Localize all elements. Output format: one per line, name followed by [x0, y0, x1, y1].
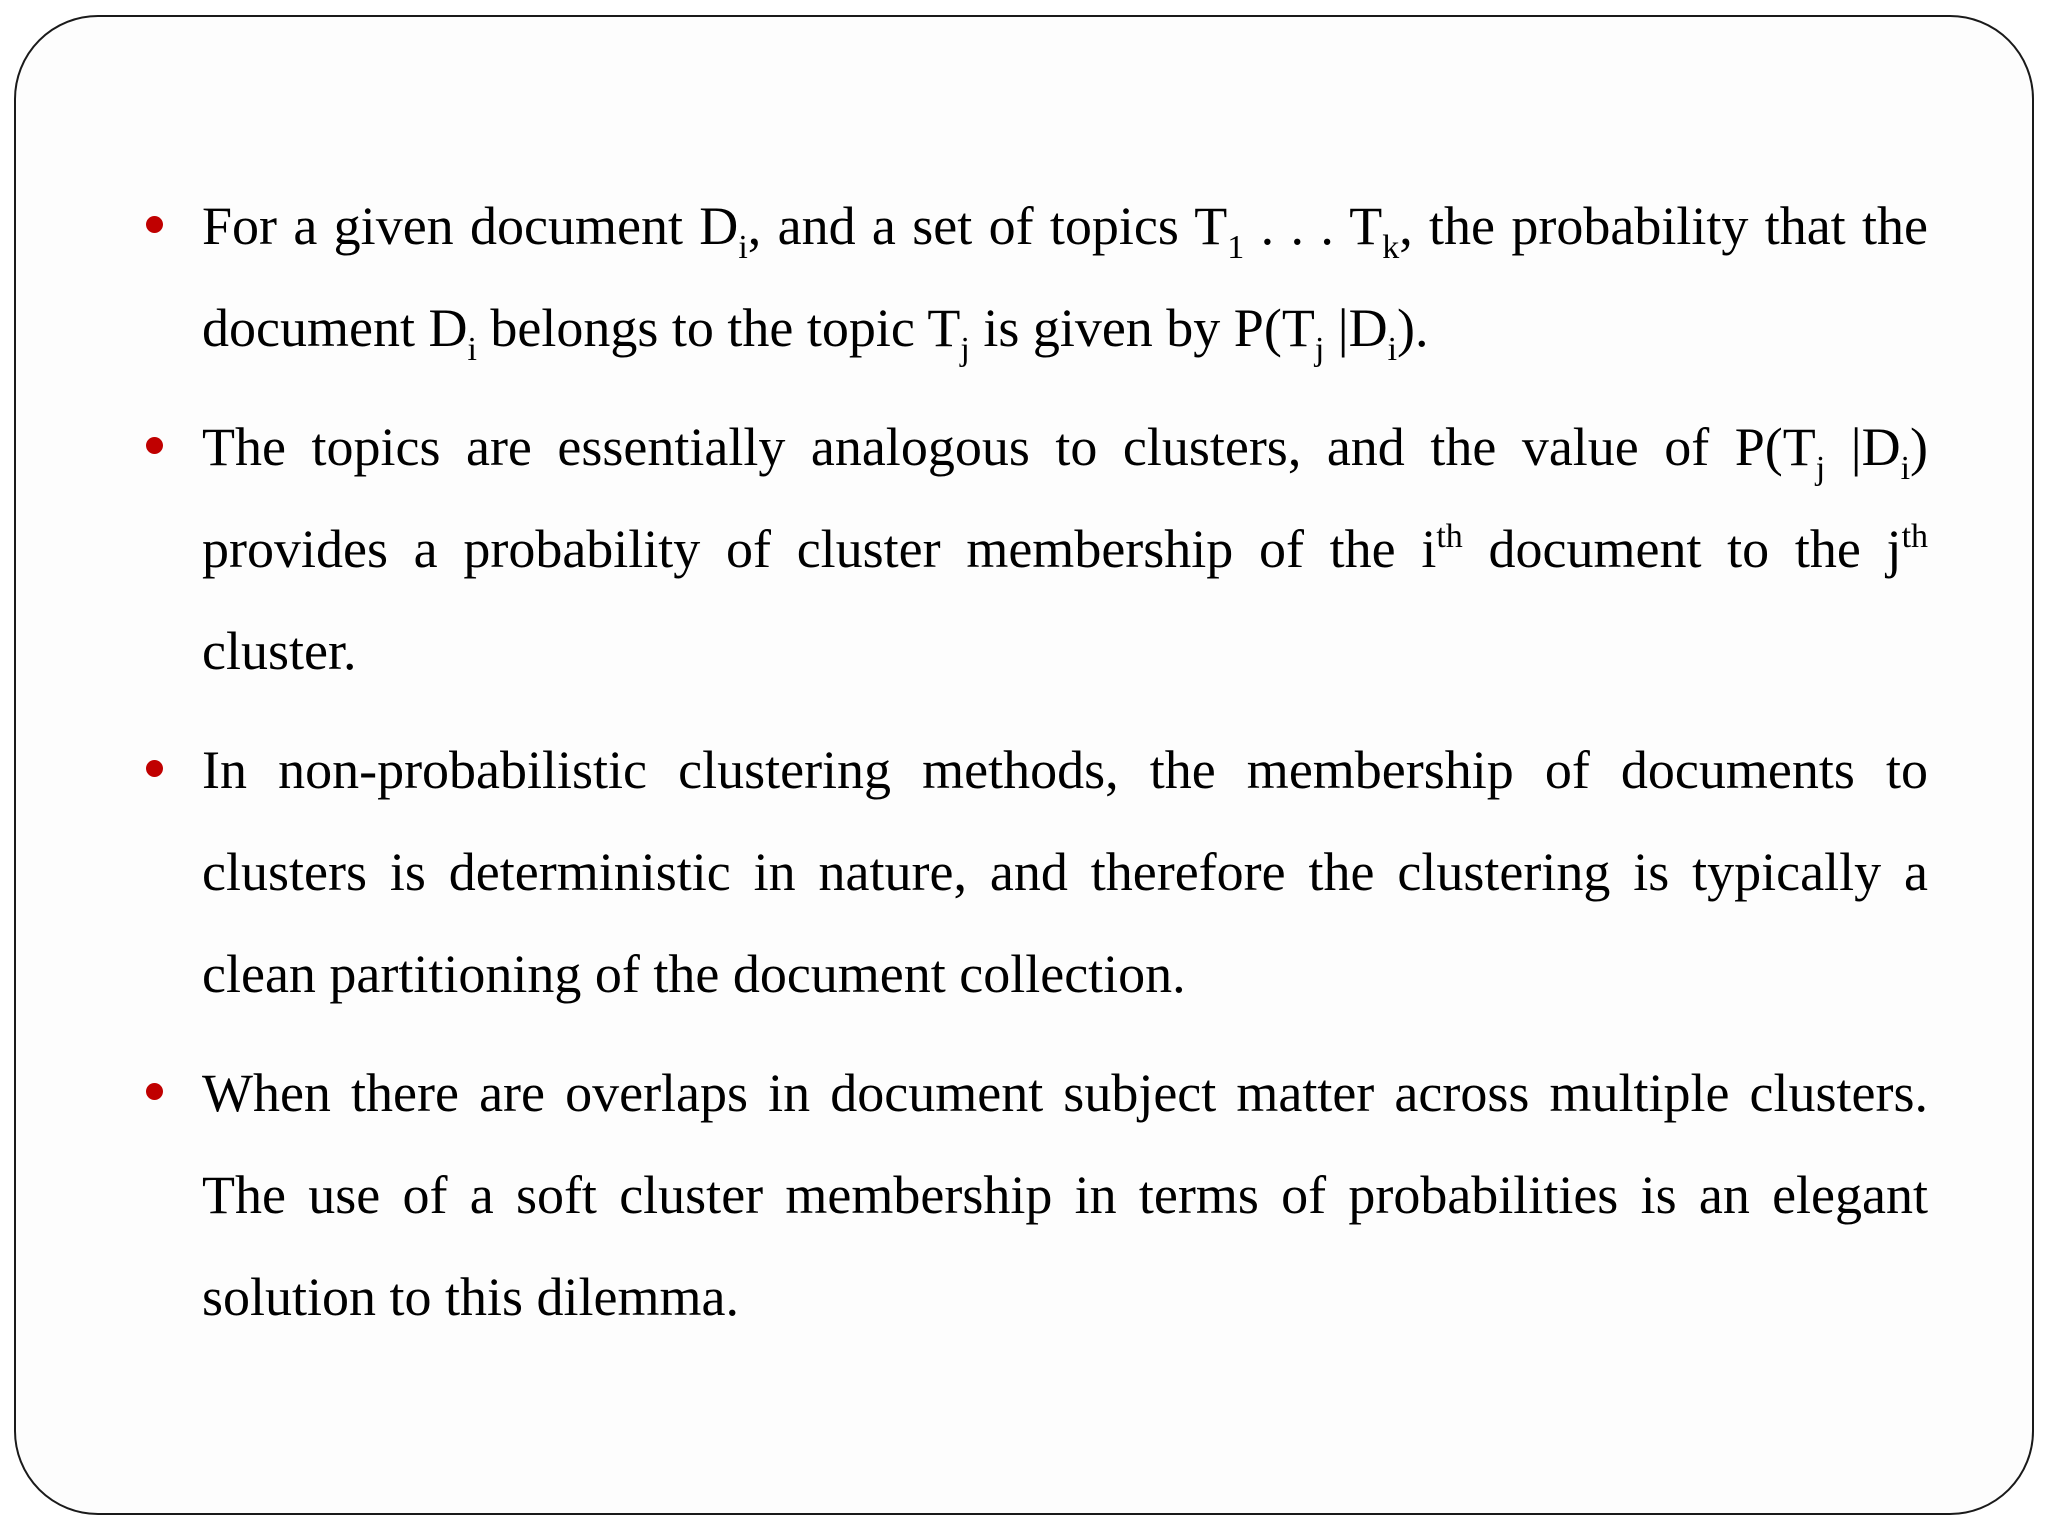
bullet-text [202, 175, 1928, 379]
subscript: i [1387, 331, 1398, 368]
text-run: , the probability that the document D [202, 196, 1928, 358]
subscript: k [1382, 229, 1400, 266]
bullet-dot-icon [146, 760, 163, 777]
superscript: th [1436, 518, 1463, 555]
subscript: i [738, 229, 748, 266]
bullet-item [142, 175, 1928, 379]
text-run: is given by P(T [969, 298, 1315, 358]
subscript: 1 [1227, 229, 1245, 266]
bullet-dot-icon [146, 437, 163, 454]
bullet-list [142, 175, 1928, 1365]
bullet-dot-icon [146, 216, 163, 233]
text-run: ). [1397, 298, 1429, 358]
bullet-item [142, 1042, 1928, 1348]
bullet-text [202, 396, 1928, 702]
subscript: j [1815, 450, 1826, 487]
bullet-text [202, 719, 1928, 1025]
text-run: cluster. [202, 621, 357, 681]
bullet-text [202, 1042, 1928, 1348]
text-run: ) provides a probability of cluster membership of the i [202, 417, 1928, 579]
bullet-dot-icon [146, 1083, 163, 1100]
text-run: |D [1324, 298, 1388, 358]
text-run: , and a set of topics T [747, 196, 1228, 256]
superscript: th [1901, 518, 1929, 555]
text-run: For a given document D [202, 196, 739, 256]
bullet-item [142, 396, 1928, 702]
subscript: i [1900, 450, 1911, 487]
text-run: The topics are essentially analogous to clusters, and the value of P(T [202, 417, 1816, 477]
text-run: belongs to the topic T [476, 298, 961, 358]
text-run: . . . T [1244, 196, 1383, 256]
text-run: In non-probabilistic clustering methods, the membership of documents to clusters is deterministic in nature, and therefore the clustering is typically a clean partitioning of the document collection. [202, 740, 1928, 1004]
subscript: i [467, 331, 477, 368]
bullet-item [142, 719, 1928, 1025]
subscript: j [960, 331, 970, 368]
text-run: When there are overlaps in document subject matter across multiple clusters. The use of a soft cluster membership in terms of probabilities is an elegant solution to this dilemma. [202, 1063, 1928, 1327]
subscript: j [1314, 331, 1325, 368]
text-run: |D [1825, 417, 1901, 477]
text-run: document to the j [1462, 519, 1902, 579]
